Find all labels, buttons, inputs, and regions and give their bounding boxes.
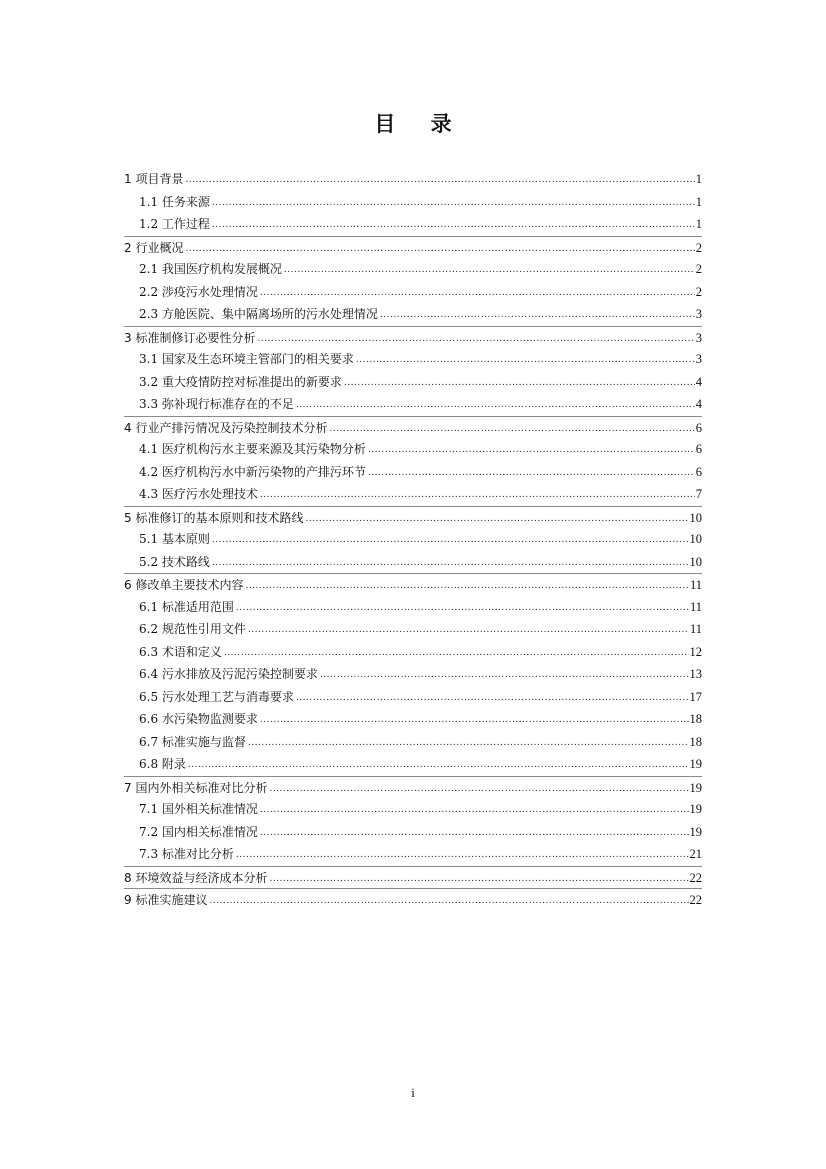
toc-dot-leader (212, 194, 695, 212)
toc-entry-page: 1 (695, 217, 702, 231)
toc-section-entry[interactable] (124, 753, 702, 776)
toc-section-entry[interactable] (124, 258, 702, 281)
toc-entry-page: 3 (695, 352, 702, 366)
toc-entry-label: 6.6 水污染物监测要求 (139, 712, 258, 726)
toc-entry-page: 11 (689, 599, 702, 614)
toc-dot-leader (269, 780, 688, 798)
toc-entry-page: 19 (689, 757, 702, 771)
toc-chapter-entry[interactable] (124, 326, 702, 349)
toc-entry-page: 2 (695, 284, 702, 299)
toc-section-entry[interactable] (124, 618, 702, 641)
toc-dot-leader (368, 441, 695, 459)
toc-dot-leader (209, 892, 688, 910)
toc-entry-label: 6.2 规范性引用文件 (139, 622, 246, 636)
toc-entry-label: 2 行业概况 (124, 240, 184, 255)
toc-entry-page: 22 (689, 893, 702, 907)
toc-entry-label: 4.3 医疗污水处理技术 (139, 487, 258, 501)
toc-chapter-entry[interactable] (124, 236, 702, 259)
toc-dot-leader (248, 621, 689, 639)
toc-dot-leader (305, 510, 688, 528)
toc-entry-label: 4 行业产排污情况及污染控制技术分析 (124, 420, 328, 435)
toc-entry-label: 2.3 方舱医院、集中隔离场所的污水处理情况 (139, 307, 378, 321)
toc-chapter-entry[interactable] (124, 168, 702, 191)
toc-section-entry[interactable] (124, 303, 702, 326)
toc-entry-label: 3.2 重大疫情防控对标准提出的新要求 (139, 374, 342, 389)
toc-dot-leader (269, 870, 688, 888)
toc-entry-page: 11 (689, 622, 702, 636)
toc-section-entry[interactable] (124, 461, 702, 484)
toc-dot-leader (260, 284, 695, 302)
toc-entry-page: 10 (689, 532, 702, 546)
toc-chapter-entry[interactable] (124, 888, 702, 911)
toc-entry-label: 3.1 国家及生态环境主管部门的相关要求 (139, 352, 354, 366)
toc-entry-label: 6.4 污水排放及污泥污染控制要求 (139, 667, 318, 681)
page-number: i (411, 1085, 415, 1100)
toc-dot-leader (296, 689, 689, 707)
toc-section-entry[interactable] (124, 641, 702, 664)
toc-section-entry[interactable] (124, 731, 702, 754)
toc-section-entry[interactable] (124, 393, 702, 416)
toc-section-entry[interactable] (124, 821, 702, 844)
toc-dot-leader (260, 486, 695, 504)
toc-section-entry[interactable] (124, 438, 702, 461)
toc-section-entry[interactable] (124, 708, 702, 731)
toc-dot-leader (248, 734, 689, 752)
toc-section-entry[interactable] (124, 371, 702, 394)
toc-entry-label: 2.1 我国医疗机构发展概况 (139, 262, 282, 276)
toc-entry-page: 2 (695, 240, 702, 255)
toc-entry-label: 6.8 附录 (139, 757, 186, 771)
toc-section-entry[interactable] (124, 551, 702, 574)
toc-dot-leader (212, 531, 689, 549)
toc-entry-label: 1.2 工作过程 (139, 217, 210, 231)
toc-entry-page: 1 (695, 172, 702, 186)
toc-section-entry[interactable] (124, 798, 702, 821)
toc-chapter-entry[interactable] (124, 866, 702, 889)
toc-dot-leader (257, 330, 694, 348)
toc-entry-label: 6 修改单主要技术内容 (124, 578, 244, 592)
toc-entry-page: 3 (695, 307, 702, 321)
toc-entry-page: 6 (695, 442, 702, 456)
toc-section-entry[interactable] (124, 191, 702, 214)
toc-section-entry[interactable] (124, 686, 702, 709)
toc-entry-label: 7.1 国外相关标准情况 (139, 802, 258, 816)
toc-entry-page: 13 (689, 667, 702, 681)
toc-entry-page: 11 (689, 578, 702, 592)
toc-entry-label: 9 标准实施建议 (124, 893, 208, 907)
toc-entry-label: 3 标准制修订必要性分析 (124, 330, 256, 345)
toc-dot-leader (212, 554, 689, 572)
toc-dot-leader (329, 420, 694, 438)
toc-dot-leader (260, 801, 689, 819)
toc-dot-leader (356, 351, 695, 369)
toc-chapter-entry[interactable] (124, 416, 702, 439)
toc-entry-page: 19 (689, 802, 702, 816)
toc-chapter-entry[interactable] (124, 776, 702, 799)
toc-dot-leader (260, 824, 689, 842)
toc-dot-leader (344, 374, 695, 392)
toc-entry-page: 4 (695, 374, 702, 389)
toc-entry-label: 5.2 技术路线 (139, 554, 210, 569)
toc-entry-label: 4.1 医疗机构污水主要来源及其污染物分析 (139, 442, 366, 456)
toc-entry-label: 6.1 标准适用范围 (139, 599, 234, 614)
toc-dot-leader (368, 464, 695, 482)
toc-dot-leader (236, 846, 689, 864)
toc-dot-leader (224, 644, 689, 662)
toc-entry-label: 7.3 标准对比分析 (139, 847, 234, 861)
toc-entry-page: 22 (689, 870, 702, 885)
toc-entry-page: 10 (689, 554, 702, 569)
toc-section-entry[interactable] (124, 281, 702, 304)
toc-dot-leader (296, 396, 695, 414)
toc-entry-page: 19 (689, 824, 702, 839)
toc-section-entry[interactable] (124, 348, 702, 371)
toc-dot-leader (245, 577, 689, 595)
toc-dot-leader (212, 216, 695, 234)
toc-entry-label: 6.5 污水处理工艺与消毒要求 (139, 689, 294, 704)
toc-section-entry[interactable] (124, 843, 702, 866)
toc-entry-page: 6 (695, 464, 702, 479)
toc-entry-page: 1 (695, 194, 702, 209)
toc-entry-label: 4.2 医疗机构污水中新污染物的产排污环节 (139, 464, 366, 479)
toc-entry-label: 6.3 术语和定义 (139, 644, 222, 659)
toc-dot-leader (380, 306, 695, 324)
toc-entry-page: 21 (689, 847, 702, 861)
toc-entry-label: 5.1 基本原则 (139, 532, 210, 546)
toc-section-entry[interactable] (124, 213, 702, 236)
toc-entry-page: 3 (695, 330, 702, 345)
toc-dot-leader (260, 711, 689, 729)
toc-section-entry[interactable] (124, 596, 702, 619)
toc-chapter-entry[interactable] (124, 506, 702, 529)
toc-entry-label: 5 标准修订的基本原则和技术路线 (124, 510, 304, 525)
toc-entry-page: 7 (695, 487, 702, 501)
toc-section-entry[interactable] (124, 483, 702, 506)
toc-entry-page: 18 (689, 712, 702, 726)
toc-dot-leader (188, 756, 689, 774)
toc-entry-label: 1.1 任务来源 (139, 194, 210, 209)
toc-entry-page: 6 (695, 420, 702, 435)
toc-entry-label: 6.7 标准实施与监督 (139, 734, 246, 749)
toc-entry-page: 18 (689, 734, 702, 749)
toc-dot-leader (185, 171, 694, 189)
toc-section-entry[interactable] (124, 528, 702, 551)
toc-entry-label: 7 国内外相关标准对比分析 (124, 780, 268, 795)
toc-section-entry[interactable] (124, 663, 702, 686)
toc-chapter-entry[interactable] (124, 573, 702, 596)
toc-dot-leader (185, 240, 694, 258)
toc-entry-label: 2.2 涉疫污水处理情况 (139, 284, 258, 299)
toc-entry-label: 3.3 弥补现行标准存在的不足 (139, 397, 294, 411)
toc-entry-page: 12 (689, 644, 702, 659)
toc-entry-page: 4 (695, 397, 702, 411)
toc-dot-leader (284, 261, 695, 279)
toc-dot-leader (320, 666, 689, 684)
toc-entry-label: 8 环境效益与经济成本分析 (124, 870, 268, 885)
toc-entry-label: 7.2 国内相关标准情况 (139, 824, 258, 839)
toc-entry-page: 2 (695, 262, 702, 276)
toc-entry-page: 19 (689, 780, 702, 795)
toc-dot-leader (236, 599, 689, 617)
toc-entry-page: 10 (689, 510, 702, 525)
table-of-contents (124, 168, 702, 911)
toc-entry-label: 1 项目背景 (124, 172, 184, 186)
toc-entry-page: 17 (689, 689, 702, 704)
page-title: 目 录 (374, 112, 466, 136)
